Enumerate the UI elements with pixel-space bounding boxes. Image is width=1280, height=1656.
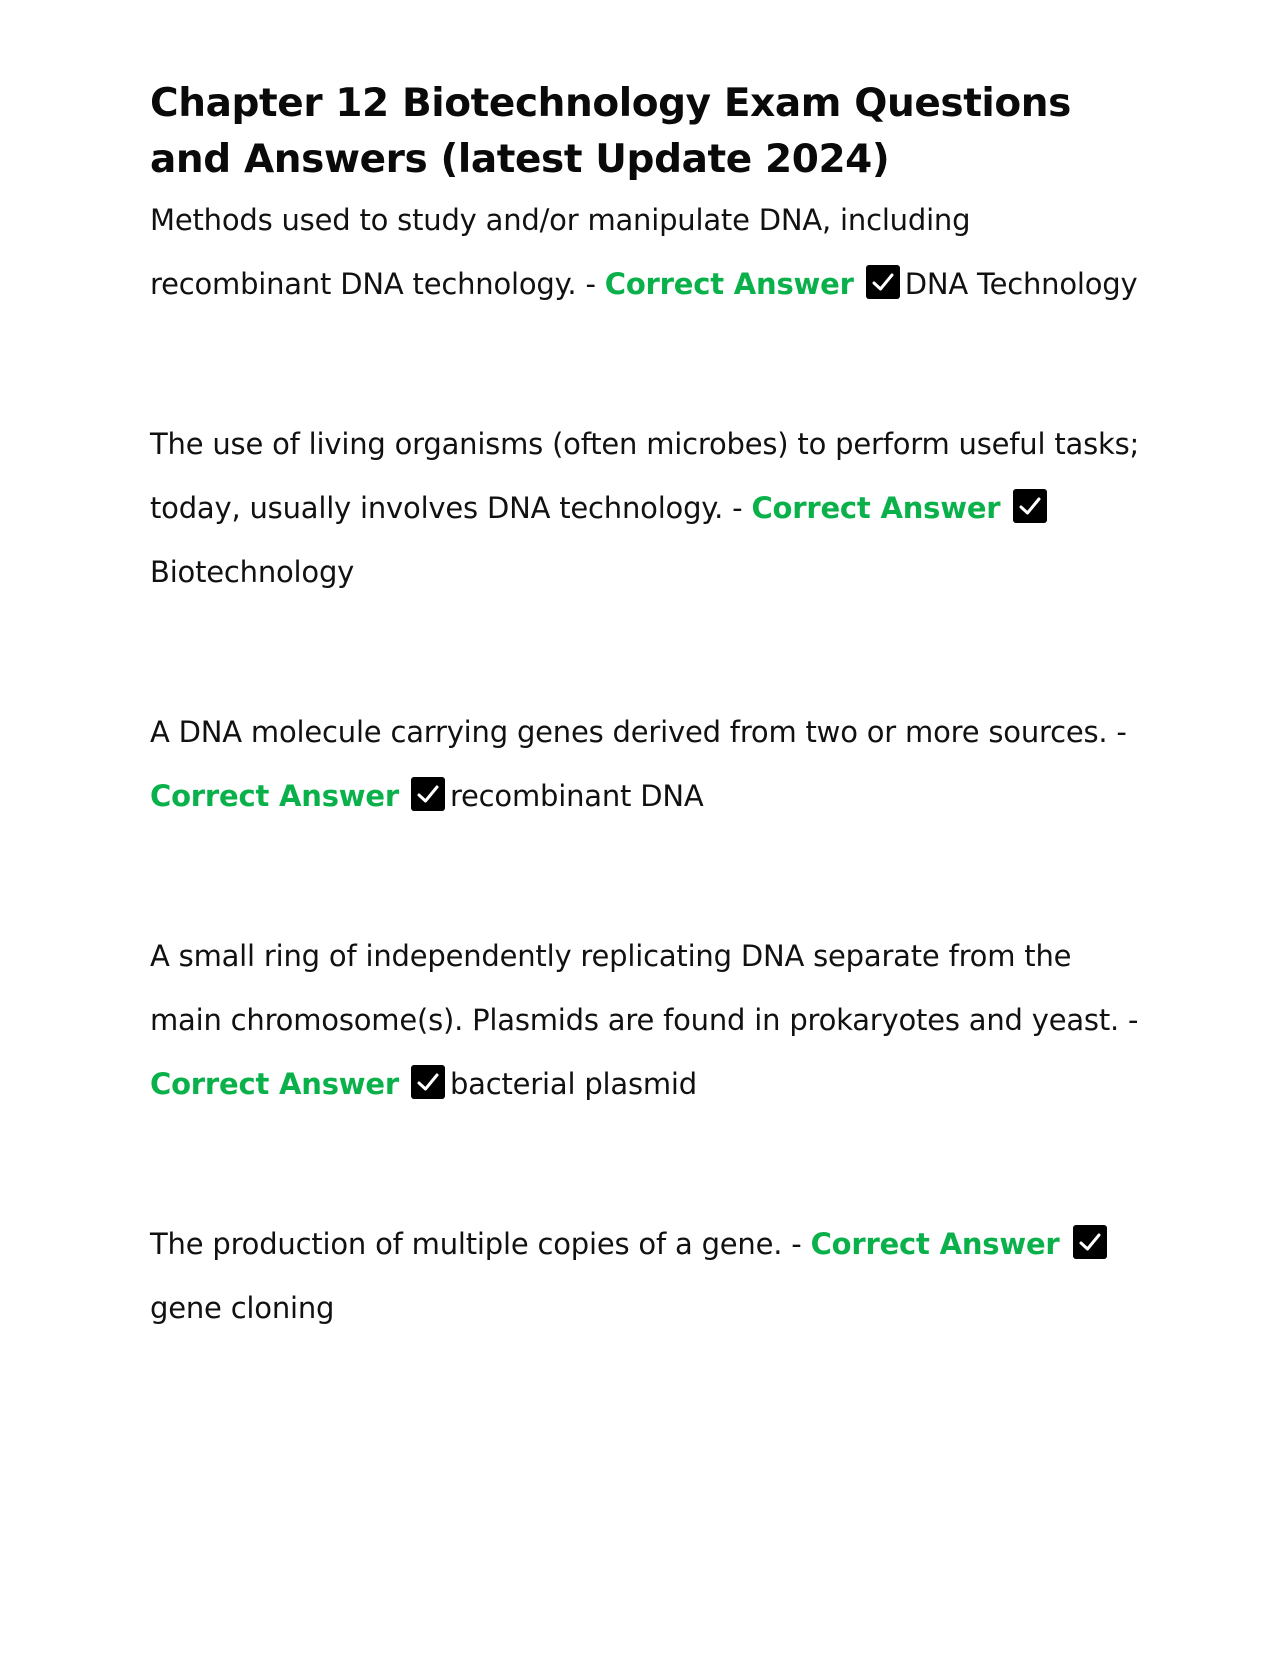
question-text: The use of living organisms (often microbes) to perform useful tasks; today, usually involves DNA technology. - <box>150 427 1140 525</box>
correct-answer-label: Correct Answer <box>150 779 399 813</box>
qa-item-1 <box>150 188 1150 316</box>
question-text: A small ring of independently replicating DNA separate from the main chromosome(s). Plasmids are found in prokaryotes and yeast. - <box>150 939 1139 1037</box>
qa-item-2 <box>150 412 1150 604</box>
check-mark-icon <box>1013 489 1047 523</box>
correct-answer-label: Correct Answer <box>604 267 854 301</box>
qa-item-4 <box>150 924 1150 1116</box>
check-mark-icon <box>1073 1225 1107 1259</box>
answer-text: gene cloning <box>150 1291 335 1325</box>
question-text: Methods used to study and/or manipulate DNA, including recombinant DNA technology. - <box>150 203 971 301</box>
qa-item-5 <box>150 1212 1150 1340</box>
check-mark-icon <box>866 265 900 299</box>
correct-answer-label: Correct Answer <box>810 1227 1060 1261</box>
qa-item-3 <box>150 700 1150 828</box>
correct-answer-label: Correct Answer <box>150 1067 399 1101</box>
answer-text: DNA Technology <box>904 267 1138 301</box>
correct-answer-label: Correct Answer <box>751 491 1001 525</box>
document-page <box>150 76 1150 1340</box>
check-mark-icon <box>411 777 445 811</box>
answer-text: bacterial plasmid <box>449 1067 697 1101</box>
question-text: A DNA molecule carrying genes derived from two or more sources. - <box>150 715 1127 749</box>
answer-text: Biotechnology <box>150 555 355 589</box>
answer-text: recombinant DNA <box>449 779 704 813</box>
question-text: The production of multiple copies of a gene. - <box>150 1227 811 1261</box>
document-title: Chapter 12 Biotechnology Exam Questions and Answers (latest Update 2024) <box>150 81 1071 182</box>
check-mark-icon <box>411 1065 445 1099</box>
